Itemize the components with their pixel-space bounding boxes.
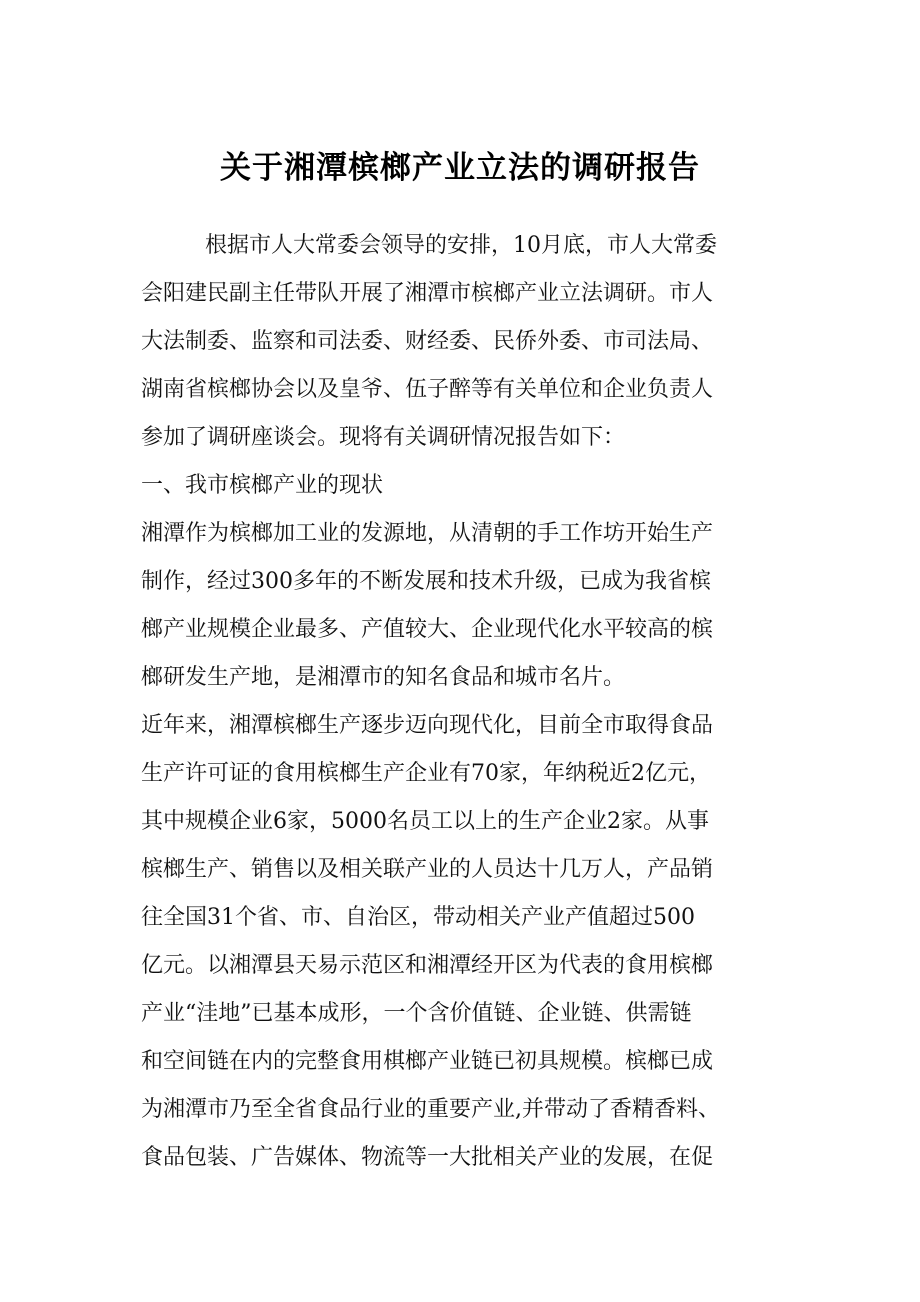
paragraph-line: 产业“洼地”已基本成形，一个含价值链、企业链、供需链: [141, 1001, 692, 1026]
paragraph-line: 往全国31个省、市、自治区，带动相关产业产值超过500: [141, 905, 695, 930]
paragraph-line: 榔研发生产地，是湘潭市的知名食品和城市名片。: [141, 665, 626, 690]
paragraph-line: 槟榔生产、销售以及相关联产业的人员达十几万人，产品销: [141, 857, 714, 882]
paragraph-line: 榔产业规模企业最多、产值较大、企业现代化水平较高的槟: [141, 617, 714, 642]
paragraph-line: 大法制委、监察和司法委、财经委、民侨外委、市司法局、: [141, 329, 714, 354]
paragraph-line: 湘潭作为槟榔加工业的发源地，从清朝的手工作坊开始生产: [141, 521, 714, 546]
document-title: 关于湘潭槟榔产业立法的调研报告: [220, 150, 700, 186]
paragraph-line: 根据市人大常委会领导的安排，10月底，市人大常委: [205, 233, 717, 258]
paragraph-line: 湖南省槟榔协会以及皇爷、伍子醉等有关单位和企业负责人: [141, 377, 714, 402]
paragraph-line: 亿元。以湘潭县天易示范区和湘潭经开区为代表的食用槟榔: [141, 953, 714, 978]
paragraph-line: 为湘潭市乃至全省食品行业的重要产业,并带动了香精香料、: [141, 1097, 720, 1122]
paragraph-line: 其中规模企业6家，5000名员工以上的生产企业2家。从事: [141, 809, 709, 834]
section-heading: 一、我市槟榔产业的现状: [141, 473, 384, 498]
paragraph-line: 生产许可证的食用槟榔生产企业有70家，年纳税近2亿元，: [141, 761, 711, 786]
paragraph-line: 近年来，湘潭槟榔生产逐步迈向现代化，目前全市取得食品: [141, 713, 714, 738]
paragraph-line: 参加了调研座谈会。现将有关调研情况报告如下：: [141, 425, 626, 450]
paragraph-line: 制作，经过300多年的不断发展和技术升级，已成为我省槟: [141, 569, 711, 594]
paragraph-line: 食品包装、广告媒体、物流等一大批相关产业的发展，在促: [141, 1145, 714, 1170]
paragraph-line: 会阳建民副主任带队开展了湘潭市槟榔产业立法调研。市人: [141, 281, 714, 306]
paragraph-line: 和空间链在内的完整食用棋榔产业链已初具规模。槟榔已成: [141, 1049, 714, 1074]
